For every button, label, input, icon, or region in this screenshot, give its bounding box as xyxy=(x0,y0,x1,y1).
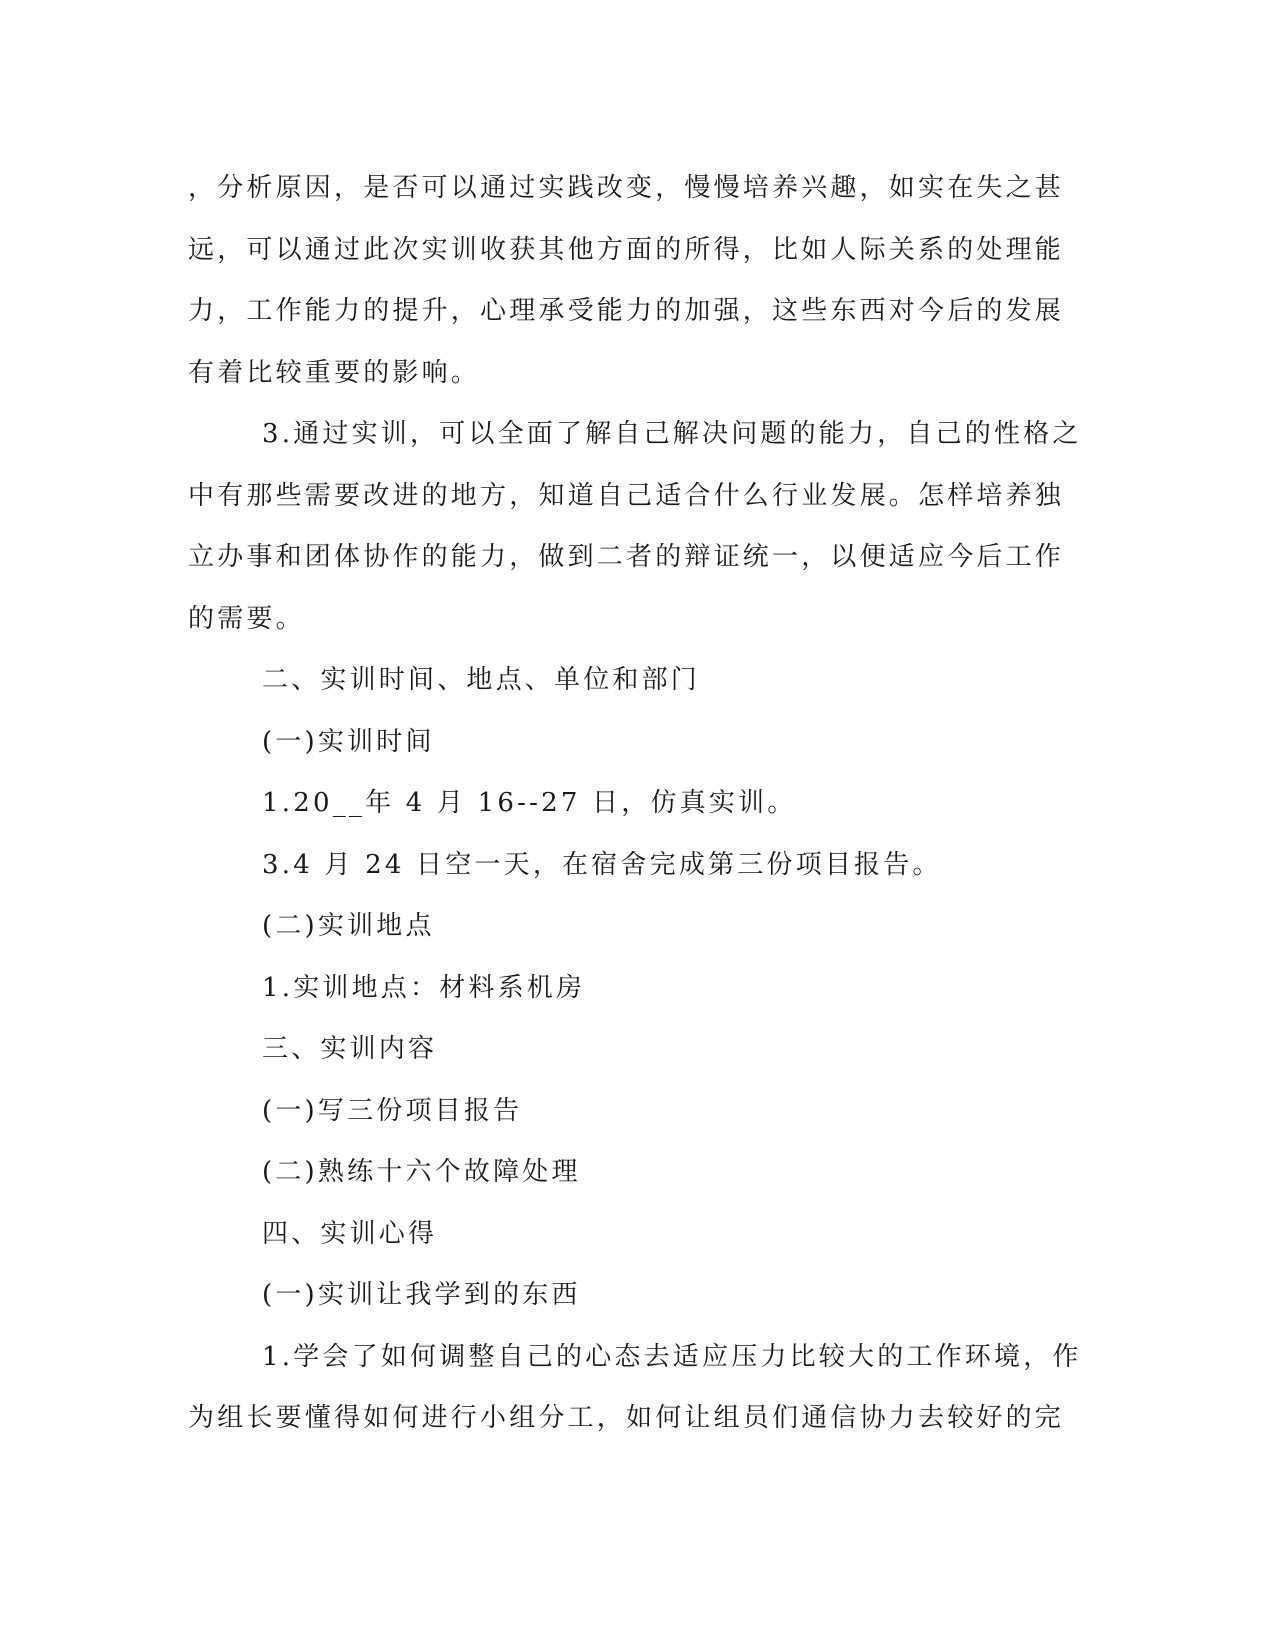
body-line-8: 的需要。 xyxy=(188,603,305,634)
body-line-learned-2: 为组长要懂得如何进行小组分工，如何让组员们通信协力去较好的完 xyxy=(188,1403,1065,1433)
subsection-heading-time: (一)实训时间 xyxy=(262,726,435,757)
subsection-heading-learned: (一)实训让我学到的东西 xyxy=(262,1280,581,1310)
body-line-2: 远，可以通过此次实训收获其他方面的所得，比如人际关系的处理能 xyxy=(188,234,1065,265)
list-item-location-1: 1.实训地点：材料系机房 xyxy=(262,972,586,1003)
list-item-time-1: 1.20__年 4 月 16--27 日，仿真实训。 xyxy=(262,788,797,818)
subsection-heading-reports: (一)写三份项目报告 xyxy=(262,1095,523,1126)
section-heading-3: 三、实训内容 xyxy=(262,1034,438,1064)
body-line-3: 力，工作能力的提升，心理承受能力的加强，这些东西对今后的发展 xyxy=(188,296,1065,326)
section-heading-2: 二、实训时间、地点、单位和部门 xyxy=(262,665,701,695)
body-line-6: 中有那些需要改进的地方，知道自己适合什么行业发展。怎样培养独 xyxy=(188,480,1065,511)
body-line-5: 3.通过实训，可以全面了解自己解决问题的能力，自己的性格之 xyxy=(262,419,1082,449)
document-body xyxy=(188,158,1082,1450)
subsection-heading-faults: (二)熟练十六个故障处理 xyxy=(262,1157,581,1187)
body-line-4: 有着比较重要的影响。 xyxy=(188,357,481,388)
body-line-learned-1: 1.学会了如何调整自己的心态去适应压力比较大的工作环境，作 xyxy=(262,1341,1082,1372)
subsection-heading-location: (二)实训地点 xyxy=(262,911,435,941)
body-line-1: ，分析原因，是否可以通过实践改变，慢慢培养兴趣，如实在失之甚 xyxy=(188,173,1065,203)
section-heading-4: 四、实训心得 xyxy=(262,1218,438,1249)
list-item-time-3: 3.4 月 24 日空一天，在宿舍完成第三份项目报告。 xyxy=(262,849,942,880)
body-line-7: 立办事和团体协作的能力，做到二者的辩证统一，以便适应今后工作 xyxy=(188,542,1065,572)
